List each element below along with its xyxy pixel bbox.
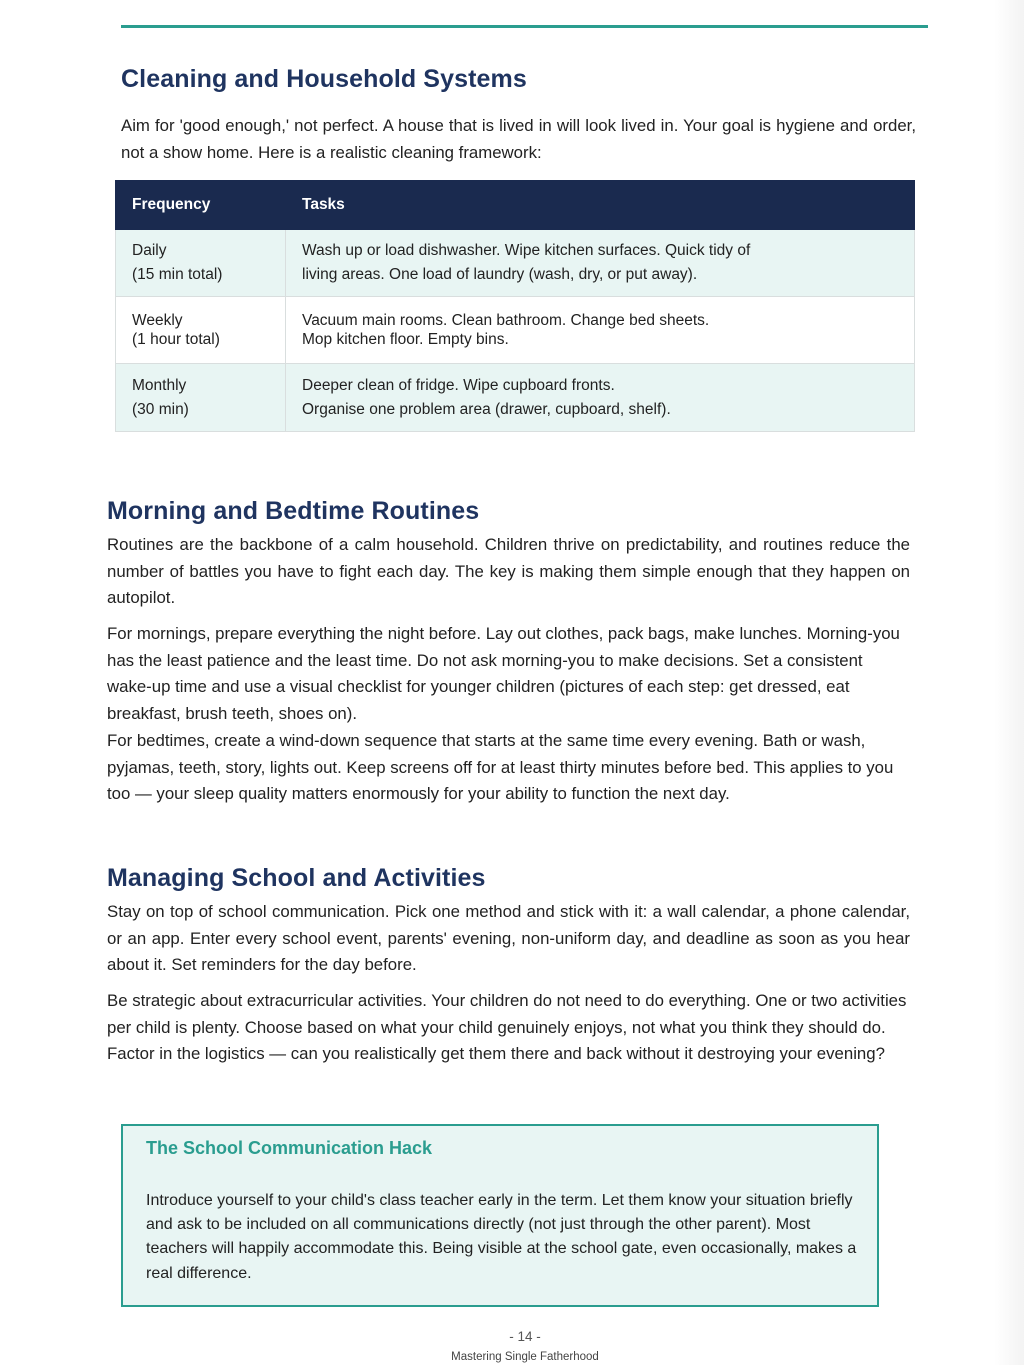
tasks-line: Wash up or load dishwasher. Wipe kitchen surfaces. Quick tidy of bbox=[302, 242, 751, 259]
routines-paragraph-3: For bedtimes, create a wind-down sequence that starts at the same time every evening. Bath or wash, pyjamas, teeth, story, lights out. Keep screens off for at least thirty minutes before bed. This applies to you too — your sleep quality matters enormously for your ability to function the next day. bbox=[107, 731, 894, 804]
tasks-line: Organise one problem area (drawer, cupboard, shelf). bbox=[302, 400, 671, 418]
frequency-duration: (1 hour total) bbox=[132, 331, 220, 348]
tip-callout-box bbox=[121, 1124, 879, 1307]
header-tasks: Tasks bbox=[286, 181, 915, 230]
routines-heading: Morning and Bedtime Routines bbox=[107, 497, 480, 525]
callout-body: Introduce yourself to your child's class teacher early in the term. Let them know your situation briefly and ask to be included on all communications directly (not just through the other parent). Most teachers will happily accommodate this. Being visible at the school gate, even occasionally, makes a real difference. bbox=[146, 1192, 857, 1282]
table-row bbox=[116, 364, 915, 432]
cleaning-intro: Aim for 'good enough,' not perfect. A house that is lived in will look lived in. Your goal is hygiene and order, not a show home. Here is a realistic cleaning framework: bbox=[121, 116, 916, 162]
tasks-cell bbox=[286, 230, 915, 297]
frequency-duration: (30 min) bbox=[132, 400, 189, 418]
routines-paragraph-2: For mornings, prepare everything the night before. Lay out clothes, pack bags, make lunches. Morning-you has the least patience and the least time. Do not ask morning-you to make decisions. Set a consistent wake-up time and use a visual checklist for younger children (pictures of each step: get dressed, eat breakfast, brush teeth, shoes on). bbox=[107, 624, 900, 724]
school-paragraph-2: Be strategic about extracurricular activities. Your children do not need to do everything. One or two activities per child is plenty. Choose based on what your child genuinely enjoys, not what you think they should do. Factor in the logistics — can you realistically get them there and back without it destroying your evening? bbox=[107, 991, 907, 1064]
frequency-cell bbox=[116, 230, 286, 297]
book-title-footer: Mastering Single Fatherhood bbox=[451, 1351, 599, 1363]
routines-paragraph-1: Routines are the backbone of a calm household. Children thrive on predictability, and routines reduce the number of battles you have to fight each day. The key is making them simple enough that they happen on autopilot. bbox=[107, 535, 910, 608]
tasks-line: Vacuum main rooms. Clean bathroom. Change bed sheets. bbox=[302, 311, 710, 329]
header-frequency: Frequency bbox=[116, 181, 286, 230]
frequency-label: Weekly bbox=[132, 311, 183, 329]
frequency-label: Monthly bbox=[132, 376, 187, 394]
frequency-cell bbox=[116, 297, 286, 364]
frequency-cell bbox=[116, 364, 286, 432]
table-row bbox=[116, 297, 915, 364]
table-row bbox=[116, 230, 915, 297]
callout-title: The School Communication Hack bbox=[146, 1138, 433, 1158]
tasks-cell bbox=[286, 297, 915, 364]
page-edge-shadow bbox=[994, 0, 1024, 1365]
tasks-line: Mop kitchen floor. Empty bins. bbox=[302, 331, 509, 348]
tasks-line: Deeper clean of fridge. Wipe cupboard fronts. bbox=[302, 376, 615, 394]
table-header-row bbox=[116, 181, 915, 230]
school-heading: Managing School and Activities bbox=[107, 864, 486, 892]
page-number: - 14 - bbox=[509, 1329, 541, 1344]
school-paragraph-1: Stay on top of school communication. Pick one method and stick with it: a wall calendar, a phone calendar, or an app. Enter every school event, parents' evening, non-uniform day, and deadline as soon as you hear about it. Set reminders for the day before. bbox=[107, 902, 910, 975]
tasks-cell bbox=[286, 364, 915, 432]
frequency-label: Daily bbox=[132, 242, 167, 259]
cleaning-table bbox=[115, 180, 915, 432]
tasks-line: living areas. One load of laundry (wash, dry, or put away). bbox=[302, 266, 698, 283]
frequency-duration: (15 min total) bbox=[132, 266, 223, 283]
top-rule bbox=[121, 25, 928, 28]
cleaning-heading: Cleaning and Household Systems bbox=[121, 65, 527, 93]
